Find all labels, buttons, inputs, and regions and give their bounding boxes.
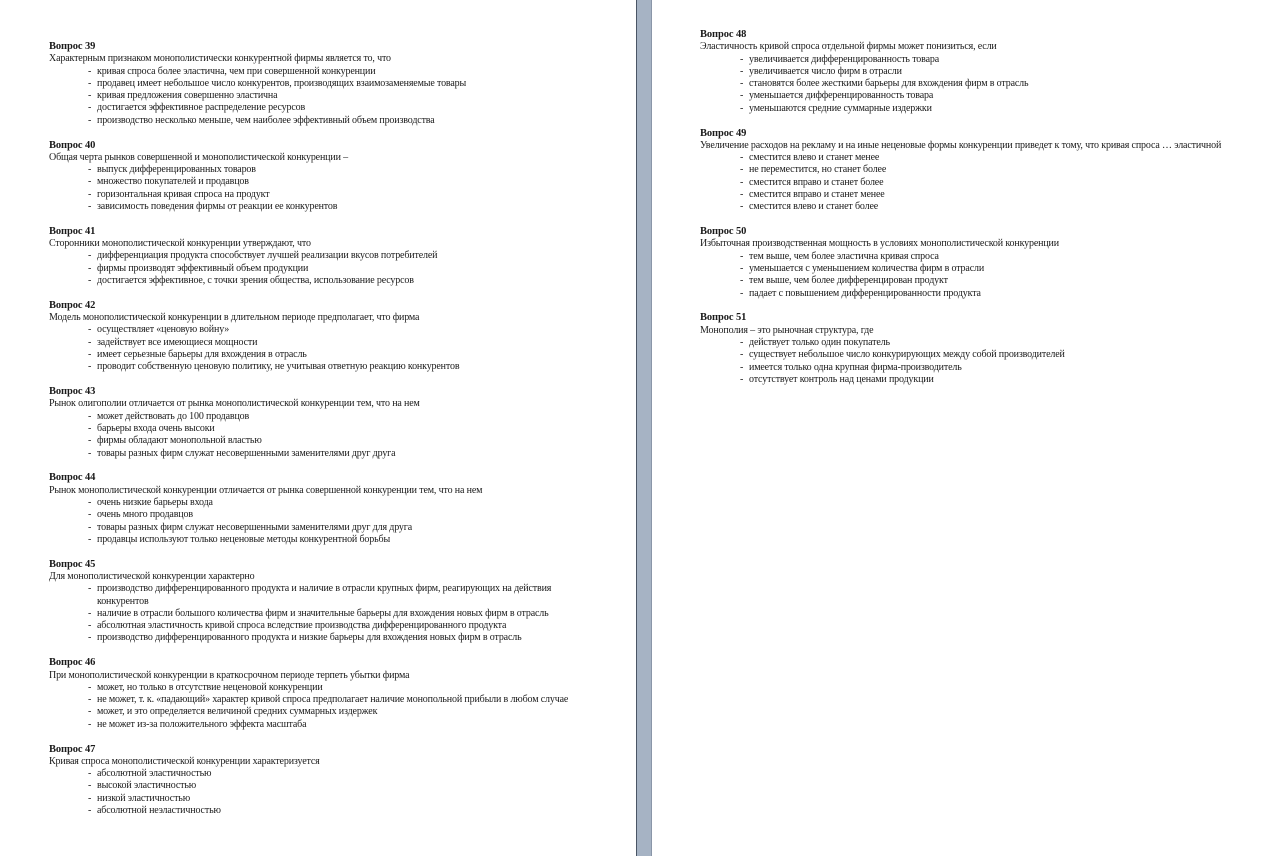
- answer-option: [49, 361, 604, 373]
- answer-options: [49, 250, 636, 287]
- answer-option: [49, 583, 604, 608]
- answer-option: [49, 102, 604, 114]
- answer-option: [49, 805, 604, 817]
- question-text: Рынок монополистической конкуренции отличается от рынка совершенной конкуренции тем, что на нем: [49, 484, 483, 496]
- question-text: Характерным признаком монополистически конкурентной фирмы является то, что: [49, 53, 391, 65]
- answer-option-text: действует только один покупатель: [749, 337, 890, 349]
- answer-option: [700, 78, 1256, 90]
- answer-option-text: сместится влево и станет более: [749, 201, 879, 213]
- question-block: [700, 29, 1288, 115]
- answer-option: [700, 54, 1256, 66]
- page-gutter: [636, 0, 652, 856]
- document-page-right: [652, 0, 1288, 856]
- answer-option-text: падает с повышением дифференцированности продукта: [749, 287, 981, 299]
- answer-option-text: низкой эластичностью: [97, 792, 191, 804]
- answer-option-text: уменьшается с уменьшением количества фирм в отрасли: [749, 263, 985, 275]
- question-text: При монополистической конкуренции в краткосрочном периоде терпеть убытки фирма: [49, 669, 410, 681]
- answer-option: [49, 706, 604, 718]
- answer-option-text: не может из-за положительного эффекта масштаба: [97, 718, 307, 730]
- question-title: Вопрос 49: [700, 127, 747, 139]
- answer-option: [700, 164, 1256, 176]
- answer-option: [700, 337, 1256, 349]
- answer-option-text: тем выше, чем более дифференцирован продукт: [749, 275, 948, 287]
- question-text: Монополия – это рыночная структура, где: [700, 324, 874, 336]
- answer-option-text: задействует все имеющиеся мощности: [97, 336, 258, 348]
- answer-option-text: уменьшаются средние суммарные издержки: [749, 102, 932, 114]
- question-text: Модель монополистической конкуренции в длительном периоде предполагает, что фирма: [49, 312, 420, 324]
- answer-options: [49, 583, 636, 644]
- answer-option-text: множество покупателей и продавцов: [97, 176, 249, 188]
- question-text: Увеличение расходов на рекламу и на иные неценовые формы конкуренции приведет к тому, что кривая спроса … эластичной: [700, 139, 1222, 151]
- answer-option: [700, 275, 1256, 287]
- answer-option-text: не может, т. к. «падающий» характер кривой спроса предполагает наличие монопольной прибыли в любом случае: [97, 694, 569, 706]
- question-title: Вопрос 39: [49, 41, 96, 52]
- answer-option-text: сместится вправо и станет менее: [749, 189, 885, 201]
- answer-options: [49, 682, 636, 731]
- answer-option: [700, 201, 1256, 213]
- answer-option: [49, 435, 604, 447]
- question-block: [49, 559, 636, 645]
- answer-option-text: не переместится, но станет более: [749, 164, 887, 176]
- question-block: [49, 386, 636, 460]
- answer-option-text: абсолютной эластичностью: [97, 768, 212, 780]
- answer-option-text: уменьшается дифференцированность товара: [749, 90, 934, 102]
- answer-option-text: зависимость поведения фирмы от реакции ее конкурентов: [97, 201, 338, 213]
- question-title: Вопрос 46: [49, 657, 96, 669]
- answer-option: [49, 66, 604, 78]
- answer-options: [700, 152, 1288, 213]
- answer-option-text: горизонтальная кривая спроса на продукт: [97, 188, 270, 200]
- answer-option: [700, 263, 1256, 275]
- question-title: Вопрос 44: [49, 472, 96, 484]
- answer-option: [700, 349, 1256, 361]
- answer-option-text: продавцы используют только неценовые методы конкурентной борьбы: [97, 533, 391, 545]
- answer-option: [49, 201, 604, 213]
- answer-options: [49, 324, 636, 373]
- answer-option: [49, 164, 604, 176]
- question-text: Кривая спроса монополистической конкуренции характеризуется: [49, 755, 320, 767]
- question-block: [700, 226, 1288, 300]
- answer-option: [49, 534, 604, 546]
- answer-option: [49, 263, 604, 275]
- document-page-left: [0, 0, 636, 856]
- answer-option: [49, 423, 604, 435]
- answer-option-text: производство несколько меньше, чем наиболее эффективный объем производства: [97, 114, 435, 126]
- answer-option: [49, 719, 604, 731]
- answer-option-text: существует небольшое число конкурирующих между собой производителей: [749, 349, 1065, 361]
- question-block: [49, 744, 636, 818]
- answer-option-text: становятся более жесткими барьеры для вхождения фирм в отрасль: [749, 78, 1029, 90]
- answer-option-text: достигается эффективное распределение ресурсов: [97, 102, 306, 114]
- answer-option-text: производство дифференцированного продукта и низкие барьеры для вхождения новых фирм в отрасль: [97, 632, 522, 644]
- answer-options: [49, 497, 636, 546]
- answer-option-text: осуществляет «ценовую войну»: [97, 324, 230, 336]
- answer-option: [49, 632, 604, 644]
- answer-option: [49, 793, 604, 805]
- answer-option-text: товары разных фирм служат несовершенными заменителями друг друга: [97, 447, 396, 459]
- answer-option-text: может, но только в отсутствие неценовой конкуренции: [97, 681, 323, 693]
- answer-option: [49, 522, 604, 534]
- answer-option: [700, 177, 1256, 189]
- answer-option: [49, 78, 604, 90]
- answer-option: [49, 780, 604, 792]
- answer-option: [49, 275, 604, 287]
- answer-option-text: фирмы производят эффективный объем продукции: [97, 262, 309, 274]
- question-title: Вопрос 48: [700, 29, 747, 40]
- answer-option-text: увеличивается дифференцированность товара: [749, 53, 939, 65]
- question-text: Рынок олигополии отличается от рынка монополистической конкуренции тем, что на нем: [49, 398, 420, 410]
- question-block: [49, 226, 636, 287]
- answer-option: [700, 362, 1256, 374]
- answer-option-text: кривая спроса более эластична, чем при совершенной конкуренции: [97, 65, 376, 77]
- answer-option-text: отсутствует контроль над ценами продукции: [749, 373, 934, 385]
- answer-option: [49, 694, 604, 706]
- question-text: Избыточная производственная мощность в условиях монополистической конкуренции: [700, 238, 1059, 250]
- answer-option: [49, 411, 604, 423]
- answer-option: [49, 608, 604, 620]
- answer-option: [49, 337, 604, 349]
- answer-option-text: абсолютная эластичность кривой спроса вследствие производства дифференцированного продукта: [97, 620, 507, 632]
- answer-option: [700, 90, 1256, 102]
- question-title: Вопрос 51: [700, 312, 747, 324]
- question-title: Вопрос 41: [49, 225, 96, 237]
- question-block: [49, 300, 636, 374]
- answer-option-text: товары разных фирм служат несовершенными заменителями друг для друга: [97, 521, 412, 533]
- answer-options: [700, 54, 1288, 115]
- question-title: Вопрос 47: [49, 743, 96, 755]
- answer-option: [700, 103, 1256, 115]
- question-text: Для монополистической конкуренции характерно: [49, 570, 255, 582]
- answer-option-text: высокой эластичностью: [97, 780, 197, 792]
- answer-option: [49, 768, 604, 780]
- answer-option-text: кривая предложения совершенно эластична: [97, 90, 278, 102]
- answer-option: [700, 66, 1256, 78]
- answer-option: [700, 288, 1256, 300]
- question-block: [700, 128, 1288, 214]
- answer-option-text: может действовать до 100 продавцов: [97, 410, 250, 422]
- answer-option: [49, 620, 604, 632]
- answer-option: [49, 90, 604, 102]
- answer-option-text: сместится влево и станет менее: [749, 152, 880, 164]
- question-text: Эластичность кривой спроса отдельной фирмы может понизиться, если: [700, 41, 997, 53]
- answer-option-text: имеет серьезные барьеры для вхождения в отрасль: [97, 349, 307, 361]
- answer-option: [49, 448, 604, 460]
- answer-option: [700, 189, 1256, 201]
- question-title: Вопрос 45: [49, 558, 96, 570]
- answer-option: [700, 152, 1256, 164]
- question-block: [49, 657, 636, 731]
- answer-option-text: барьеры входа очень высоки: [97, 423, 215, 435]
- question-title: Вопрос 43: [49, 386, 96, 398]
- answer-option-text: производство дифференцированного продукта и наличие в отрасли крупных фирм, реагирующих на действия конкурентов: [97, 583, 552, 607]
- question-block: [49, 472, 636, 546]
- question-title: Вопрос 50: [700, 226, 747, 238]
- answer-options: [700, 251, 1288, 300]
- answer-options: [49, 66, 636, 127]
- answer-option-text: абсолютной неэластичностью: [97, 805, 221, 817]
- answer-option-text: продавец имеет небольшое число конкурентов, производящих взаимозаменяемые товары: [97, 77, 467, 89]
- question-title: Вопрос 42: [49, 299, 96, 311]
- answer-option-text: тем выше, чем более эластична кривая спроса: [749, 250, 939, 262]
- answer-option: [49, 509, 604, 521]
- answer-options: [49, 411, 636, 460]
- answer-options: [700, 337, 1288, 386]
- question-block: [49, 41, 636, 127]
- answer-option-text: дифференциация продукта способствует лучшей реализации вкусов потребителей: [97, 250, 438, 262]
- answer-option-text: очень много продавцов: [97, 509, 193, 521]
- question-block: [49, 140, 636, 214]
- answer-option-text: проводит собственную ценовую политику, не учитывая ответную реакцию конкурентов: [97, 361, 460, 373]
- answer-option-text: очень низкие барьеры входа: [97, 497, 213, 508]
- answer-option-text: фирмы обладают монопольной властью: [97, 435, 262, 447]
- answer-options: [49, 768, 636, 817]
- answer-option: [700, 374, 1256, 386]
- answer-option: [49, 189, 604, 201]
- answer-option: [49, 176, 604, 188]
- answer-option: [49, 682, 604, 694]
- answer-option-text: достигается эффективное, с точки зрения общества, использование ресурсов: [97, 275, 414, 287]
- answer-option: [49, 324, 604, 336]
- answer-option: [49, 250, 604, 262]
- answer-option-text: сместится вправо и станет более: [749, 176, 884, 188]
- answer-option-text: выпуск дифференцированных товаров: [97, 164, 256, 176]
- answer-option-text: может, и это определяется величиной средних суммарных издержек: [97, 706, 378, 718]
- question-text: Общая черта рынков совершенной и монополистической конкуренции –: [49, 151, 348, 163]
- answer-options: [49, 164, 636, 213]
- answer-option: [49, 497, 604, 509]
- answer-option-text: наличие в отрасли большого количества фирм и значительные барьеры для вхождения новых фирм в отрасль: [97, 607, 549, 619]
- answer-option-text: имеется только одна крупная фирма-производитель: [749, 361, 962, 373]
- answer-option-text: увеличивается число фирм в отрасли: [749, 65, 902, 77]
- answer-option: [700, 251, 1256, 263]
- question-title: Вопрос 40: [49, 139, 96, 151]
- question-block: [700, 312, 1288, 386]
- answer-option: [49, 115, 604, 127]
- question-text: Сторонники монополистической конкуренции утверждают, что: [49, 238, 311, 250]
- answer-option: [49, 349, 604, 361]
